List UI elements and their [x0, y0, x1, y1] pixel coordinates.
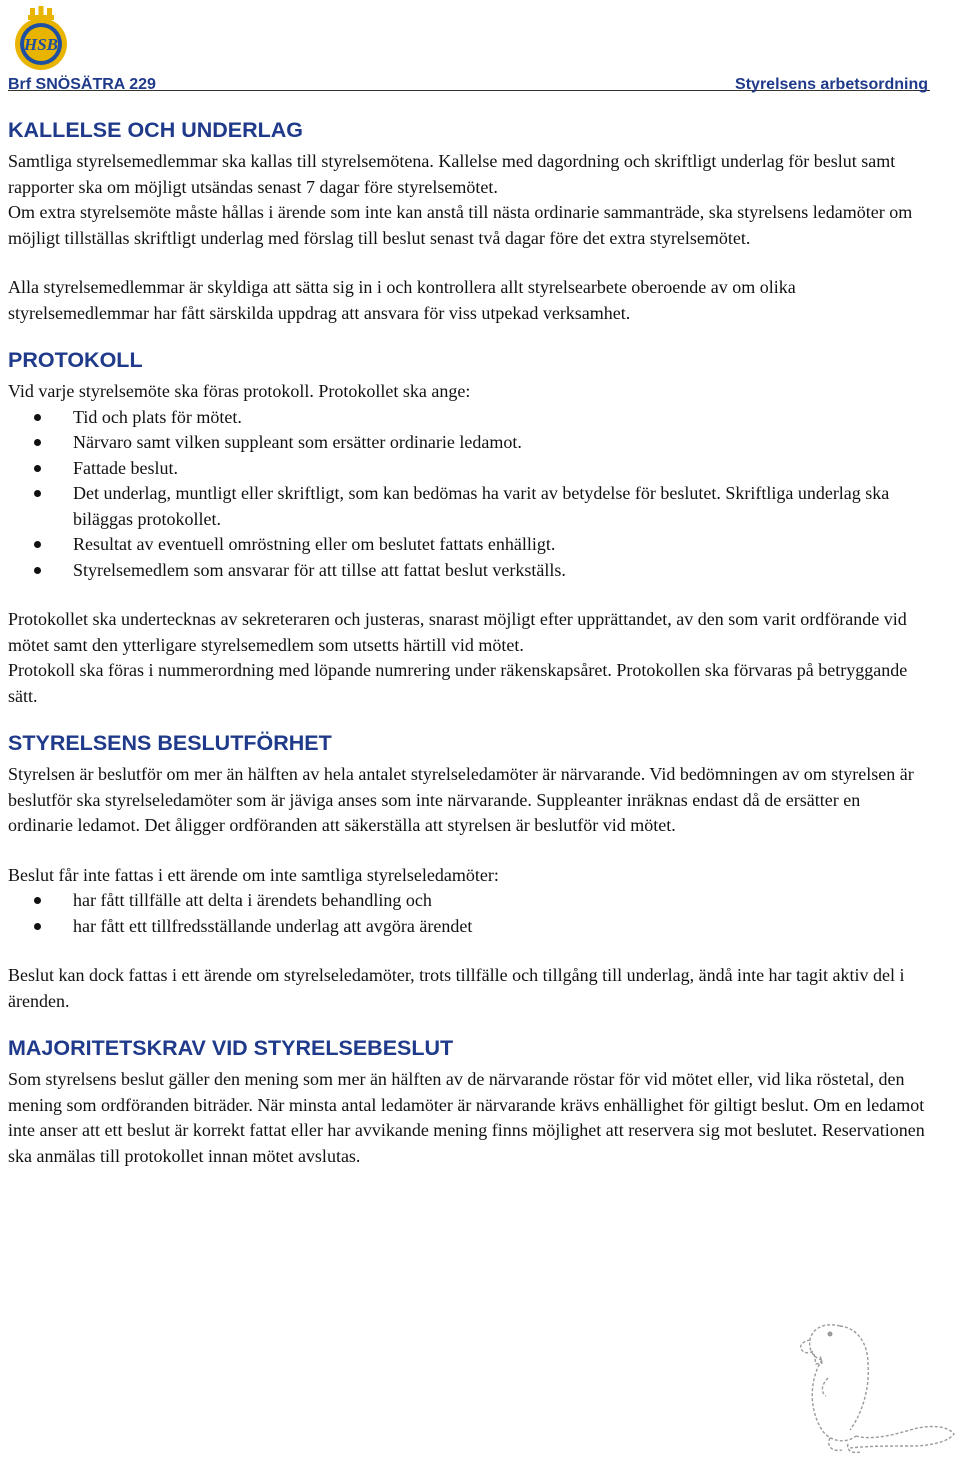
list-item: Resultat av eventuell omröstning eller om beslutet fattats enhälligt. — [8, 532, 928, 558]
paragraph: Som styrelsens beslut gäller den mening som mer än hälften av de närvarande röstar för vid mötet eller, vid lika röstetal, den mening som ordföranden biträder. När minsta antal ledamöter är närvarande krävs enhällighet för giltigt beslut. Om en ledamot inte anser att ett beslut är korrekt fattat eller har avvikande mening finns möjlighet att reservera sig mot beslutet. Reservationen ska anmälas till protokollet innan mötet avslutas. — [8, 1069, 925, 1166]
section-heading-beslutforhet: STYRELSENS BESLUTFÖRHET — [8, 731, 332, 755]
paragraph: Beslut får inte fattas i ett ärende om inte samtliga styrelseledamöter: — [8, 864, 499, 885]
bullet-list — [8, 888, 928, 939]
section-heading-kallelse: KALLELSE OCH UNDERLAG — [8, 118, 304, 142]
list-item: Fattade beslut. — [8, 456, 928, 482]
organization-name: Brf SNÖSÄTRA 229 — [8, 76, 156, 93]
list-item: Styrelsemedlem som ansvarar för att tillse att fattat beslut verkställs. — [8, 558, 928, 584]
list-item: har fått tillfälle att delta i ärendets behandling och — [8, 888, 928, 914]
page-header — [8, 6, 930, 91]
list-item: har fått ett tillfredsställande underlag att avgöra ärendet — [8, 914, 928, 940]
list-item: Det underlag, muntligt eller skriftligt, som kan bedömas ha varit av betydelse för beslutet. Skriftliga underlag ska biläggas protokollet. — [8, 481, 928, 532]
section-heading-majoritet: MAJORITETSKRAV VID STYRELSEBESLUT — [8, 1036, 454, 1060]
section-heading-protokoll: PROTOKOLL — [8, 348, 143, 372]
paragraph: Om extra styrelsemöte måste hållas i ärende som inte kan anstå till nästa ordinarie sammanträde, ska styrelsens ledamöter om möjligt tillställas skriftligt underlag med förslag till beslut senast två dagar före det extra styrelsemötet. — [8, 202, 913, 248]
paragraph: Protokollet ska undertecknas av sekreteraren och justeras, snarast möjligt efter upprättandet, av den som varit ordförande vid mötet samt den ytterligare styrelsemedlem som utsetts härtill vid mötet. — [8, 609, 907, 655]
list-item: Närvaro samt vilken suppleant som ersätter ordinarie ledamot. — [8, 430, 928, 456]
beaver-illustration — [770, 1318, 960, 1459]
paragraph: Vid varje styrelsemöte ska föras protokoll. Protokollet ska ange: — [8, 381, 471, 401]
list-item: Tid och plats för mötet. — [8, 405, 928, 431]
document-title: Styrelsens arbetsordning — [735, 76, 928, 93]
paragraph: Protokoll ska föras i nummerordning med löpande numrering under räkenskapsåret. Protokollen ska förvaras på betryggande sätt. — [8, 660, 908, 706]
document-body — [8, 112, 928, 1169]
paragraph: Alla styrelsemedlemmar är skyldiga att sätta sig in i och kontrollera allt styrelsearbete oberoende av om olika styrelsemedlemmar har fått särskilda uppdrag att ansvara för viss utpekad verksamhet. — [8, 277, 796, 323]
bullet-list — [8, 405, 928, 584]
paragraph: Beslut kan dock fattas i ett ärende om styrelseledamöter, trots tillfälle och tillgång till underlag, ändå inte har tagit aktiv del i ärenden. — [8, 965, 905, 1011]
hsb-logo — [8, 6, 74, 72]
logo-text: HSB — [23, 35, 59, 54]
paragraph: Styrelsen är beslutför om mer än hälften av hela antalet styrelseledamöter är närvarande. Vid bedömningen av om styrelsen är beslutför ska styrelseledamöter som är jäviga anses som inte närvarande. Suppleanter inräknas endast då de ersätter en ordinarie ledamot. Det åligger ordföranden att säkerställa att styrelsen är beslutför vid mötet. — [8, 764, 914, 835]
paragraph: Samtliga styrelsemedlemmar ska kallas till styrelsemötena. Kallelse med dagordning och skriftligt underlag för beslut samt rapporter ska om möjligt utsändas senast 7 dagar före styrelsemötet. — [8, 151, 896, 197]
